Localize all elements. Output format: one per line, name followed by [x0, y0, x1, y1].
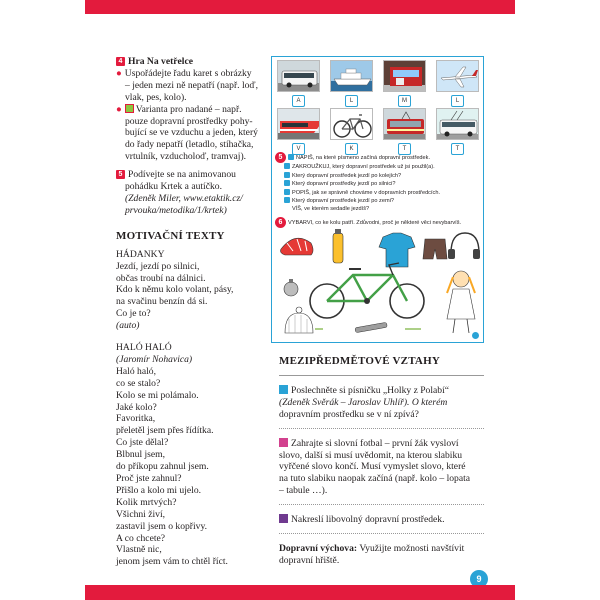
song-line: Jaké kolo? [116, 401, 157, 413]
motivation-title: MOTIVAČNÍ TEXTY [116, 229, 225, 242]
divider [279, 375, 484, 376]
riddle-line: Kdo k němu kolo volant, pásy, [116, 284, 234, 296]
riddle-line: na svačinu benzín dá si. [116, 296, 208, 308]
variant-text-line: vrtulník, vzducholoď, tramvaj). [125, 151, 247, 163]
task-icon [284, 197, 290, 203]
task-line: POPIŠ, jak se správně chováme v dopravních prostředcích. [275, 189, 480, 198]
art-subject-icon [279, 514, 288, 523]
language-text-line: na tuto slabiku naopak začíná (např. kolo – lopata [279, 473, 471, 485]
bottle-icon [333, 229, 343, 263]
music-subject-icon [279, 385, 288, 394]
bus-photo [277, 60, 320, 92]
bicycle-coloring-drawing [275, 229, 480, 337]
letter-box: L [451, 95, 464, 107]
shorts-icon [423, 239, 447, 259]
task-line: 6 VYBARVI, co ke kolu patří. Zdůvodni, proč je některé věci nevybarvíš. [275, 217, 480, 228]
song-line: Vlastně nic, [116, 544, 162, 556]
video-number-badge: 5 [116, 170, 125, 179]
task-line: VÍŠ, ve kterém sedadle jezdíš? [292, 205, 370, 212]
art-text: Nakreslí libovolný dopravní prostředek. [279, 514, 484, 526]
task-icon [284, 172, 290, 178]
music-text-line: dopravním prostředku se v ní zpívá? [279, 408, 419, 420]
gifted-icon [125, 104, 134, 113]
song-line: Kolik mrtvých? [116, 496, 177, 508]
bike-pump-icon [355, 322, 387, 332]
shirt-icon [379, 233, 415, 267]
music-text: Poslechněte si písničku „Holky z Polabí“ [279, 385, 484, 397]
divider [279, 533, 484, 534]
doll-icon [447, 271, 475, 333]
headphones-icon [448, 233, 480, 259]
song-line: Přišlo a kolo mi ujelo. [116, 484, 202, 496]
bullet-icon: ● [116, 103, 122, 115]
song-line: zastavil jsem o kopřivy. [116, 520, 208, 532]
task-icon [284, 180, 290, 186]
traffic-education-text: Dopravní výchova: Využijte možnosti navštívit [279, 543, 465, 555]
bicycle-photo [330, 108, 373, 140]
riddle-line: Jezdí, jezdí po silnici, [116, 260, 200, 272]
trolleybus-photo [436, 108, 479, 140]
ship-photo [330, 60, 373, 92]
exercise-number-badge: 5 [275, 152, 286, 163]
video-link: prvouka/metodika/1/krtek) [125, 204, 227, 216]
crosscurricular-title: MEZIPŘEDMĚTOVÉ VZTAHY [279, 355, 440, 367]
riddle-answer: (auto) [116, 320, 140, 332]
task-line: ZAKROUŽKUJ, který dopravní prostředek už jsi použil(a). [275, 163, 480, 172]
left-column [116, 56, 261, 568]
game-text-line: vlak, pes, kolo). [125, 91, 187, 103]
bullet-icon: ● [116, 67, 122, 79]
exercise-tasks [275, 152, 480, 228]
game-heading [116, 56, 261, 68]
variant-text-line: bující se ve vzduchu a jeden, který [125, 127, 258, 139]
video-text-line: pohádku Krtek a autíčko. [125, 181, 222, 193]
language-text-line: – tabule …). [279, 485, 328, 497]
game-text: ● Uspořádejte řadu karet s obrázky [116, 67, 252, 79]
song-author: (Jaromír Nohavica) [116, 353, 193, 365]
task-icon [284, 189, 290, 195]
task-icon [284, 163, 290, 169]
traffic-education-line: dopravní hřiště. [279, 554, 340, 566]
letter-box: A [292, 95, 305, 107]
video-link: (Zdeněk Miler, www.etaktik.cz/ [125, 192, 243, 204]
bell-icon [284, 279, 298, 296]
letter-box: T [451, 143, 464, 155]
winter-hat-icon [285, 307, 313, 333]
language-text-line: slovo, další si musí uvědomit, na kterou slabiku [279, 449, 463, 461]
song-lyrics [116, 366, 261, 568]
letter-box: M [398, 95, 411, 107]
song-line: Co jste dělal? [116, 437, 169, 449]
letter-box: K [345, 143, 358, 155]
divider [279, 504, 484, 505]
language-subject-icon [279, 438, 288, 447]
variant-text: ● Varianta pro nadané – např. [116, 103, 242, 115]
music-text-line: (Zdeněk Svěrák – Jaroslav Uhlíř). O kterém [279, 396, 448, 408]
exercise-number-badge: 6 [275, 217, 286, 228]
language-text: Zahrajte si slovní fotbal – první žák vysloví [279, 438, 484, 450]
task-line: Který dopravní prostředek jezdí po zemi? [275, 197, 480, 206]
bottom-red-bar [85, 585, 515, 600]
game-title: Hra Na vetřelce [128, 56, 193, 67]
task-line: Který dopravní prostředky jezdí po silnici? [275, 180, 480, 189]
task-icon [288, 154, 294, 160]
bike-icon [310, 263, 424, 318]
game-text-line: – jeden mezi ně nepatří (např. loď, [125, 79, 259, 91]
song-title: HALÓ HALÓ [116, 342, 172, 354]
song-line: do příkopu zahnul jsem. [116, 461, 209, 473]
task-line: 5 NAPIŠ, na které písmeno začíná dopravní prostředek. [275, 152, 480, 163]
song-line: Haló haló, [116, 365, 156, 377]
song-line: jenom jsem vám to chtěl říct. [116, 556, 228, 568]
variant-text-line: do řady nepatří (letadlo, stíhačka, [125, 139, 254, 151]
corner-dot [472, 332, 479, 339]
airplane-photo [436, 60, 479, 92]
song-line: Všichni živí, [116, 508, 166, 520]
divider [279, 428, 484, 429]
song-line: Kolo se mi polámalo. [116, 389, 199, 401]
language-text-line: vyřčené slovo končí. Musí vymyslet slovo, které [279, 461, 466, 473]
game-number-badge: 4 [116, 57, 125, 66]
exercise-box [271, 56, 484, 343]
metro-photo [383, 60, 426, 92]
letter-box: L [345, 95, 358, 107]
song-line: Proč jste zahnul? [116, 473, 182, 484]
top-red-bar [85, 0, 515, 14]
song-line: Favoritka, [116, 413, 156, 425]
song-line: co se stalo? [116, 377, 161, 389]
riddle-line: občas troubí na dálnici. [116, 272, 206, 284]
variant-text-line: pouze dopravní prostředky pohy- [125, 115, 253, 127]
right-column [279, 356, 484, 567]
letter-box: V [292, 143, 305, 155]
song-line: přeletěl jsem přes řídítka. [116, 425, 214, 437]
song-line: Blbnul jsem, [116, 449, 166, 461]
song-line: A co chcete? [116, 532, 166, 544]
letter-box: T [398, 143, 411, 155]
helmet-icon [281, 238, 314, 255]
video-text: 5 Podívejte se na animovanou [116, 169, 261, 181]
page-number: 9 [470, 570, 488, 588]
train-photo [277, 108, 320, 140]
riddle-line: Co je to? [116, 308, 151, 320]
tram-photo [383, 108, 426, 140]
task-line: Který dopravní prostředek jezdí po kolejích? [275, 172, 480, 181]
riddles-title: HÁDANKY [116, 248, 165, 260]
